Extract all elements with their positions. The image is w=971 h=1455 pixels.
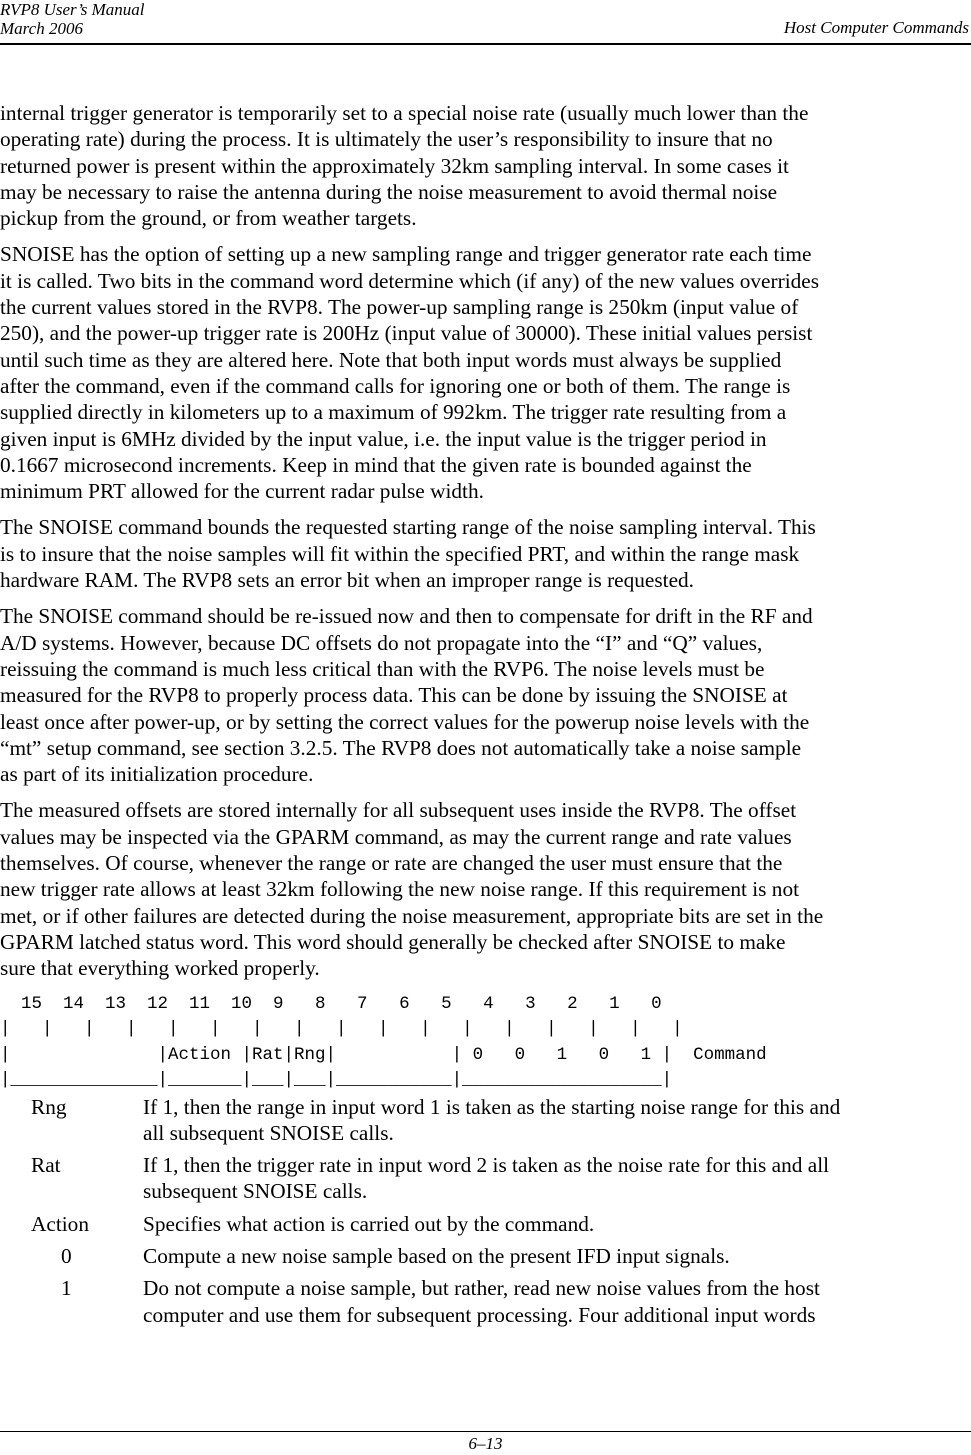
- paragraph-3: The SNOISE command bounds the requested starting range of the noise sampling interval. This is to insure that the noise samples will fit within the specified PRT, and within the range mask hardware RAM. The RVP8 sets an error bit when an improper range is requested.: [0, 515, 816, 593]
- footer-rule: [0, 1431, 971, 1432]
- definition-text: Compute a new noise sample based on the present IFD input signals.: [143, 1243, 730, 1268]
- bit-fields-row: | |Action |Rat|Rng| | 0 0 1 0 1 | Command: [0, 1044, 767, 1065]
- bit-numbers-row: 15 14 13 12 11 10 9 8 7 6 5 4 3 2 1 0: [0, 993, 683, 1014]
- definition-term: 1: [61, 1276, 72, 1301]
- definition-item: [0, 1243, 971, 1269]
- paragraph-2: SNOISE has the option of setting up a new sampling range and trigger generator rate each time it is called. Two bits in the command word determine which (if any) of the new values overrides the current values stored in the RVP8. The power-up sampling range is 250km (input value of 250), and the power-up trigger rate is 200Hz (input value of 30000). These initial values persist until such time as they are altered here. Note that both input words must always be supplied after the command, even if the command calls for ignoring one or both of them. The range is supplied directly in kilometers up to a maximum of 992km. The trigger rate resulting from a given input is 6MHz divided by the input value, i.e. the input value is the trigger period in 0.1667 microsecond increments. Keep in mind that the given rate is bounded against the minimum PRT allowed for the current radar pulse width.: [0, 242, 820, 504]
- page-number: 6–13: [468, 1434, 503, 1453]
- manual-title: RVP8 User’s Manual: [0, 0, 145, 19]
- paragraph-4: The SNOISE command should be re-issued now and then to compensate for drift in the RF and A/D systems. However, because DC offsets do not propagate into the “I” and “Q” values, reissuing the command is much less critical than with the RVP6. The noise levels must be measured for the RVP8 to properly process data. This can be done by issuing the SNOISE at least once after power-up, or by setting the correct values for the powerup noise levels with the “mt” setup command, see section 3.2.5. The RVP8 does not automatically take a noise sample as part of its initialization procedure.: [0, 604, 813, 787]
- definition-text: If 1, then the trigger rate in input word 2 is taken as the noise rate for this and all subsequent SNOISE calls.: [143, 1153, 830, 1204]
- header-rule: [0, 43, 971, 45]
- definition-text: If 1, then the range in input word 1 is taken as the starting noise range for this and all subsequent SNOISE calls.: [143, 1094, 841, 1145]
- definition-item: [0, 1094, 971, 1147]
- definition-term: Rng: [31, 1094, 67, 1119]
- definition-item: [0, 1211, 971, 1237]
- definition-term: Action: [31, 1211, 89, 1236]
- header-date: March 2006: [0, 19, 83, 38]
- paragraph-5: The measured offsets are stored internally for all subsequent uses inside the RVP8. The offset values may be inspected via the GPARM command, as may the current range and rate values themselves. Of course, whenever the range or rate are changed the user must ensure that the new trigger rate allows at least 32km following the new noise range. If this requirement is not met, or if other failures are detected during the noise measurement, appropriate bits are set in the GPARM latched status word. This word should generally be checked after SNOISE to make sure that everything worked properly.: [0, 798, 824, 981]
- definition-term: Rat: [31, 1153, 61, 1178]
- definition-term: 0: [61, 1243, 72, 1268]
- page-body: [0, 100, 971, 1334]
- definition-text: Do not compute a noise sample, but rather, read new noise values from the host computer and use them for subsequent processing. Four additional input words: [143, 1276, 820, 1327]
- paragraph-1: internal trigger generator is temporarily set to a special noise rate (usually much lower than the operating rate) during the process. It is ultimately the user’s responsibility to insure that no returned power is present within the approximately 32km sampling interval. In some cases it may be necessary to raise the antenna during the noise measurement to avoid thermal noise pickup from the ground, or from weather targets.: [0, 101, 809, 231]
- bit-field-diagram: [0, 992, 971, 1094]
- section-title: Host Computer Commands: [783, 18, 969, 37]
- definition-text: Specifies what action is carried out by the command.: [143, 1211, 595, 1236]
- bit-separators-row: | | | | | | | | | | | | | | | | |: [0, 1019, 683, 1039]
- manual-title-header: [0, 0, 145, 38]
- definition-item: [0, 1152, 971, 1205]
- bit-bottom-row: |______________|_______|___|___|___________|___________________|: [0, 1070, 673, 1090]
- definition-list: [0, 1094, 971, 1328]
- definition-item: [0, 1275, 971, 1328]
